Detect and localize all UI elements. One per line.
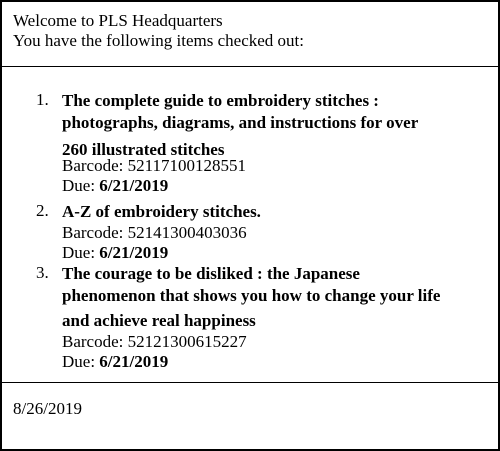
barcode-value: 52141300403036 — [127, 223, 247, 242]
item-title — [62, 263, 490, 332]
welcome-text: Welcome to PLS Headquarters — [13, 11, 223, 30]
item-number: 2. — [36, 201, 49, 220]
barcode-label: Barcode: — [62, 156, 124, 175]
item-number: 1. — [36, 90, 49, 109]
checked-out-item — [2, 201, 498, 263]
item-title-line: The courage to be disliked : the Japanese — [62, 264, 360, 283]
item-number: 3. — [36, 263, 49, 282]
item-title-line: and achieve real happiness — [62, 311, 256, 330]
barcode-value: 52121300615227 — [127, 332, 247, 351]
item-title-line: phenomenon that shows you how to change your life — [62, 286, 441, 305]
due-line — [62, 176, 490, 196]
receipt-header — [13, 11, 304, 51]
due-line — [62, 243, 490, 263]
due-date: 6/21/2019 — [99, 176, 169, 195]
barcode-line — [62, 332, 490, 352]
item-title-line: The complete guide to embroidery stitches : — [62, 91, 379, 110]
checked-out-items-list — [2, 90, 498, 373]
item-title — [62, 90, 490, 159]
due-label: Due: — [62, 176, 96, 195]
bottom-divider — [2, 382, 498, 383]
item-title-line: photographs, diagrams, and instructions for over — [62, 113, 419, 132]
item-title-line: A-Z of embroidery stitches. — [62, 202, 261, 221]
due-label: Due: — [62, 352, 96, 371]
top-divider — [2, 66, 498, 67]
intro-text: You have the following items checked out: — [13, 31, 305, 50]
checked-out-item — [2, 90, 498, 201]
barcode-label: Barcode: — [62, 223, 124, 242]
due-line — [62, 352, 490, 372]
item-title — [62, 201, 490, 223]
print-date: 8/26/2019 — [13, 399, 82, 418]
barcode-line — [62, 223, 490, 243]
barcode-value: 52117100128551 — [127, 156, 246, 175]
item-title-line: 260 illustrated stitches — [62, 140, 225, 159]
due-label: Due: — [62, 243, 96, 262]
due-date: 6/21/2019 — [99, 352, 169, 371]
due-date: 6/21/2019 — [99, 243, 169, 262]
barcode-label: Barcode: — [62, 332, 124, 351]
checked-out-item — [2, 263, 498, 373]
